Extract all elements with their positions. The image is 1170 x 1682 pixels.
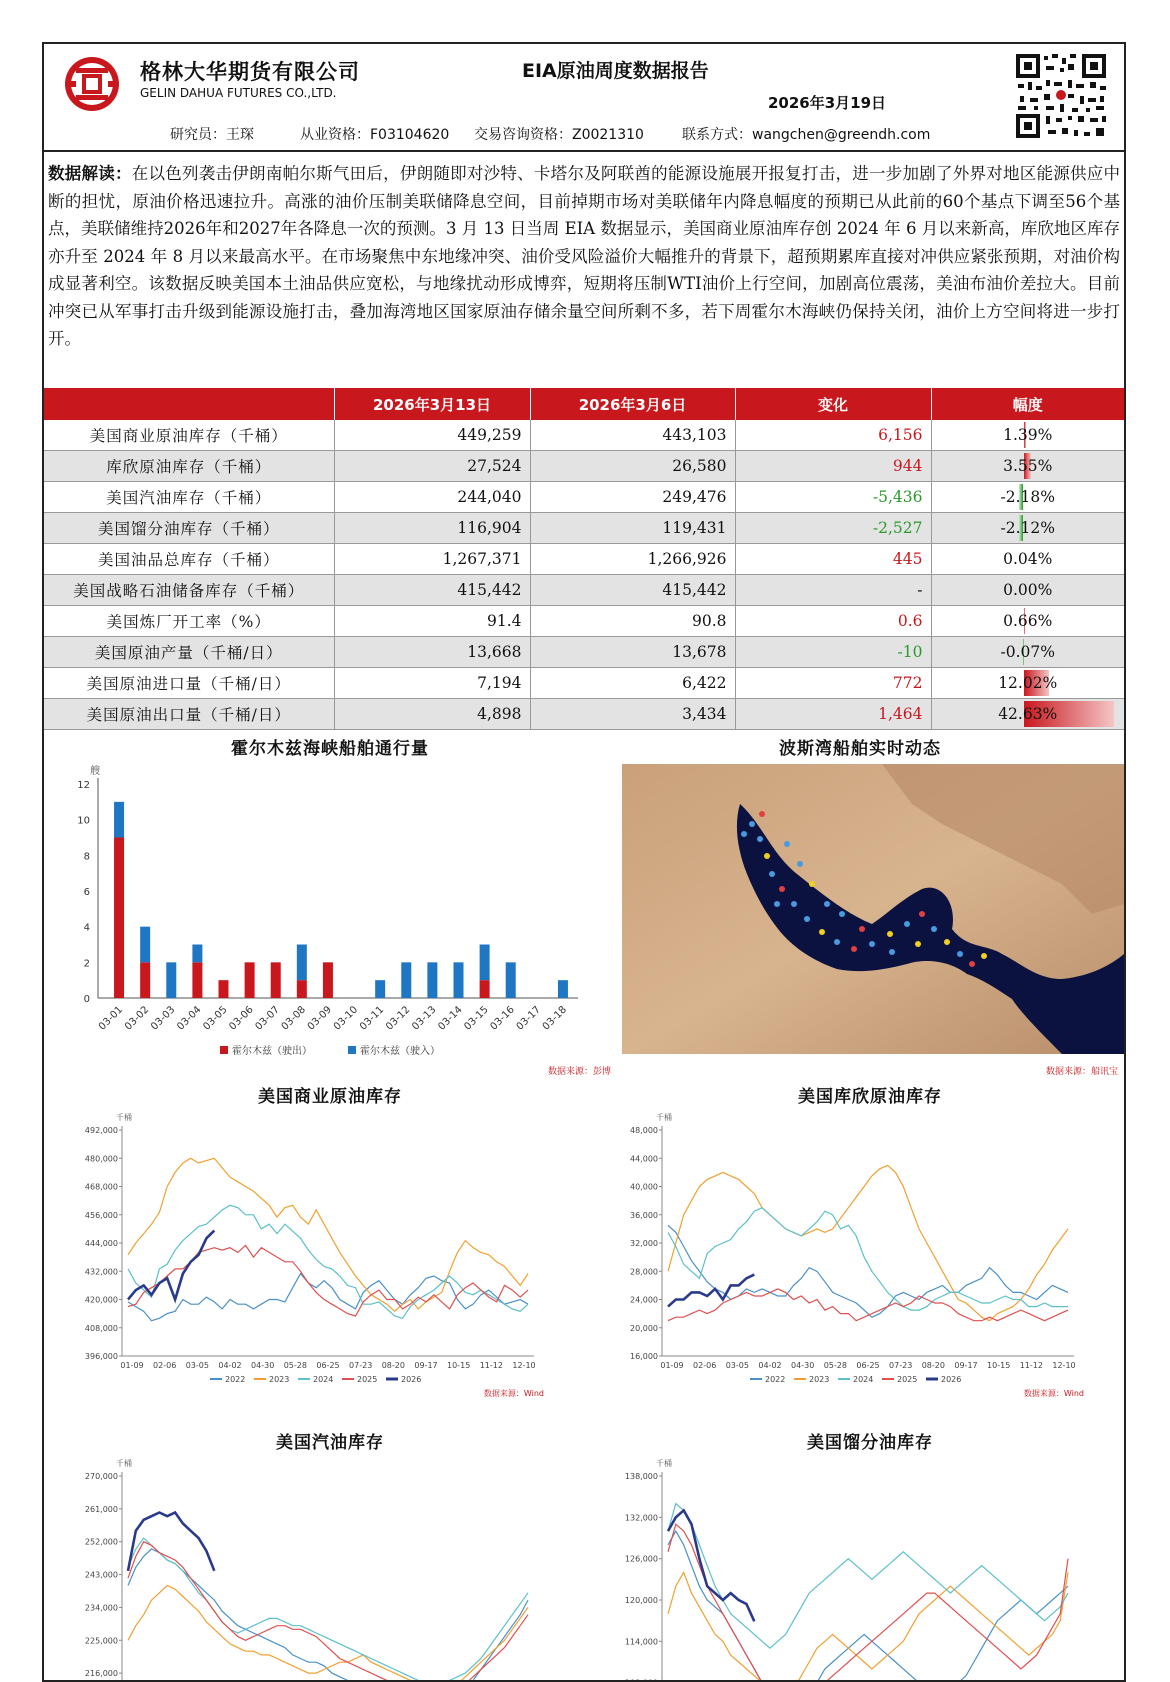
legend-2025: 2025 bbox=[357, 1375, 377, 1384]
y-tick-label: 492,000 bbox=[85, 1126, 118, 1135]
y-tick-label: 0 bbox=[84, 994, 90, 1005]
change-value: 772 bbox=[735, 668, 931, 699]
y-tick-label: 138,000 bbox=[625, 1472, 658, 1481]
x-tick-label: 11-12 bbox=[480, 1361, 503, 1370]
row-label: 美国汽油库存（千桶） bbox=[44, 482, 334, 513]
chart-source: 数据来源：Wind bbox=[484, 1388, 544, 1398]
bar-inbound bbox=[454, 962, 464, 998]
row-label: 美国馏分油库存（千桶） bbox=[44, 513, 334, 544]
percent-text: -2.12% bbox=[1001, 519, 1055, 537]
bar-inbound bbox=[401, 962, 411, 998]
contact-email[interactable]: 联系方式：wangchen@greendh.com bbox=[682, 124, 930, 144]
gasoline-inventory-line-chart bbox=[60, 1454, 560, 1680]
x-tick-label: 03-01 bbox=[97, 1004, 125, 1032]
change-value: 6,156 bbox=[735, 420, 931, 451]
current-value: 13,668 bbox=[334, 637, 530, 668]
percent-text: 0.00% bbox=[1003, 581, 1052, 599]
current-value: 1,267,371 bbox=[334, 544, 530, 575]
x-tick-label: 12-10 bbox=[1052, 1361, 1075, 1370]
legend-2025: 2025 bbox=[897, 1375, 917, 1384]
y-tick-label: 12 bbox=[77, 780, 90, 791]
x-tick-label: 03-13 bbox=[410, 1004, 438, 1032]
x-tick-label: 07-23 bbox=[889, 1361, 912, 1370]
bar-inbound bbox=[375, 980, 385, 998]
y-tick-label: 243,000 bbox=[85, 1571, 118, 1580]
x-tick-label: 03-18 bbox=[541, 1004, 569, 1032]
bar-outbound bbox=[323, 962, 333, 998]
table-row bbox=[44, 513, 1124, 544]
legend-2022: 2022 bbox=[225, 1375, 245, 1384]
y-tick-label: 10 bbox=[77, 816, 90, 827]
percent-text: -0.07% bbox=[1001, 643, 1055, 661]
change-value: 944 bbox=[735, 451, 931, 482]
change-value: 445 bbox=[735, 544, 931, 575]
hormuz-chart-title: 霍尔木兹海峡船舶通行量 bbox=[150, 734, 510, 759]
percent-text: 0.04% bbox=[1003, 550, 1052, 568]
x-tick-label: 01-09 bbox=[120, 1361, 143, 1370]
legend-2023: 2023 bbox=[269, 1375, 289, 1384]
series-line-2026 bbox=[668, 1510, 754, 1621]
x-tick-label: 07-23 bbox=[349, 1361, 372, 1370]
x-tick-label: 03-10 bbox=[332, 1004, 360, 1032]
y-axis-unit: 千桶 bbox=[656, 1112, 672, 1122]
bar-inbound bbox=[506, 962, 516, 998]
x-tick-label: 04-30 bbox=[251, 1361, 274, 1370]
table-header-previous: 2026年3月6日 bbox=[530, 388, 735, 420]
y-axis-unit: 艘 bbox=[90, 764, 100, 777]
series-line-2025 bbox=[128, 1245, 528, 1316]
x-tick-label: 04-02 bbox=[758, 1361, 781, 1370]
series-line-2024 bbox=[668, 1208, 1068, 1310]
y-tick-label: 444,000 bbox=[85, 1239, 118, 1248]
y-tick-label: 252,000 bbox=[85, 1538, 118, 1547]
row-label: 美国原油产量（千桶/日） bbox=[44, 637, 334, 668]
row-label: 美国原油出口量（千桶/日） bbox=[44, 699, 334, 730]
y-tick-label: 120,000 bbox=[625, 1596, 658, 1605]
report-header bbox=[44, 44, 1124, 150]
x-tick-label: 03-06 bbox=[227, 1004, 255, 1032]
y-tick-label: 234,000 bbox=[85, 1603, 118, 1612]
percent-cell bbox=[931, 544, 1124, 575]
table-row bbox=[44, 637, 1124, 668]
hormuz-source: 数据来源：彭博 bbox=[548, 1064, 611, 1077]
previous-value: 119,431 bbox=[530, 513, 735, 544]
persian-gulf-ship-map bbox=[622, 764, 1124, 1054]
previous-value: 1,266,926 bbox=[530, 544, 735, 575]
x-tick-label: 03-05 bbox=[726, 1361, 749, 1370]
bar-inbound bbox=[166, 962, 176, 998]
current-value: 4,898 bbox=[334, 699, 530, 730]
row-label: 库欣原油库存（千桶） bbox=[44, 451, 334, 482]
y-tick-label: 114,000 bbox=[625, 1637, 658, 1646]
y-tick-label: 132,000 bbox=[625, 1513, 658, 1522]
row-label: 美国原油进口量（千桶/日） bbox=[44, 668, 334, 699]
header-divider bbox=[44, 150, 1124, 152]
x-tick-label: 03-07 bbox=[254, 1004, 282, 1032]
chart-source: 数据来源：Wind bbox=[1024, 1388, 1084, 1398]
x-tick-label: 11-12 bbox=[1020, 1361, 1043, 1370]
change-value: -2,527 bbox=[735, 513, 931, 544]
y-tick-label: 2 bbox=[84, 958, 90, 969]
crude-chart-title: 美国商业原油库存 bbox=[150, 1082, 510, 1107]
legend-inbound: 霍尔木兹（驶入） bbox=[360, 1044, 440, 1057]
bar-inbound bbox=[114, 802, 124, 838]
series-line-2022 bbox=[668, 1225, 1068, 1317]
change-value: -5,436 bbox=[735, 482, 931, 513]
series-line-2025 bbox=[668, 1524, 1068, 1680]
y-tick-label: 396,000 bbox=[85, 1352, 118, 1361]
x-tick-label: 03-16 bbox=[489, 1004, 517, 1032]
x-tick-label: 03-09 bbox=[306, 1004, 334, 1032]
legend-2024: 2024 bbox=[313, 1375, 333, 1384]
x-tick-label: 06-25 bbox=[316, 1361, 339, 1370]
previous-value: 3,434 bbox=[530, 699, 735, 730]
y-tick-label: 456,000 bbox=[85, 1211, 118, 1220]
x-tick-label: 05-28 bbox=[284, 1361, 307, 1370]
previous-value: 443,103 bbox=[530, 420, 735, 451]
y-tick-label: 32,000 bbox=[630, 1239, 658, 1248]
interpretation-label: 数据解读： bbox=[48, 164, 132, 183]
report-title: EIA原油周度数据报告 bbox=[522, 56, 709, 83]
series-line-2023 bbox=[128, 1586, 528, 1681]
bar-outbound bbox=[297, 980, 307, 998]
x-tick-label: 08-20 bbox=[922, 1361, 945, 1370]
x-tick-label: 03-02 bbox=[123, 1004, 151, 1032]
change-value: - bbox=[735, 575, 931, 606]
series-line-2023 bbox=[128, 1158, 528, 1311]
y-axis-unit: 千桶 bbox=[116, 1458, 132, 1468]
data-interpretation bbox=[48, 160, 1120, 353]
bar-inbound bbox=[140, 927, 150, 963]
current-value: 244,040 bbox=[334, 482, 530, 513]
percent-cell bbox=[931, 575, 1124, 606]
table-row bbox=[44, 451, 1124, 482]
x-tick-label: 03-04 bbox=[175, 1004, 203, 1032]
series-line-2026 bbox=[668, 1275, 754, 1307]
percent-text: 1.39% bbox=[1003, 426, 1052, 444]
interpretation-text: 在以色列袭击伊朗南帕尔斯气田后，伊朗随即对沙特、卡塔尔及阿联酋的能源设施展开报复打击，进一步加剧了外界对地区能源供应中断的担忧，原油价格迅速拉升。高涨的油价压制美联储降息空间，目前掉期市场对美联储年内降息幅度的预期已从此前的60个基点下调至56个基点，美联储维持2026年和2027年各降息一次的预测。3 月 13 日当周 EIA 数据显示，美国商业原油库存创 2024 年 6 月以来新高，库欣地区库存亦升至 2024 年 8 月以来最高水平。在市场聚焦中东地缘冲突、油价受风险溢价大幅推升的背景下，超预期累库直接对冲供应紧张预期，对油价构成显著利空。该数据反映美国本土油品供应宽松，与地缘扰动形成博弈，短期将压制WTI油价上行空间，加剧高位震荡，美油布油价差拉大。目前冲突已从军事打击升级到能源设施打击，叠加海湾地区国家原油存储余量空间所剩不多，若下周霍尔木海峡仍保持关闭，油价上方空间将进一步打开。 bbox=[48, 164, 1120, 348]
change-value: 1,464 bbox=[735, 699, 931, 730]
previous-value: 13,678 bbox=[530, 637, 735, 668]
current-value: 415,442 bbox=[334, 575, 530, 606]
table-row bbox=[44, 606, 1124, 637]
table-row bbox=[44, 482, 1124, 513]
cushing-inventory-line-chart bbox=[600, 1108, 1100, 1400]
legend-2026: 2026 bbox=[401, 1375, 421, 1384]
company-name-en: GELIN DAHUA FUTURES CO.,LTD. bbox=[140, 86, 337, 100]
hormuz-bar-chart bbox=[60, 764, 610, 1060]
percent-cell bbox=[931, 668, 1124, 699]
y-tick-label: 8 bbox=[84, 851, 90, 862]
y-tick-label: 36,000 bbox=[630, 1211, 658, 1220]
current-value: 449,259 bbox=[334, 420, 530, 451]
table-header-current: 2026年3月13日 bbox=[334, 388, 530, 420]
table-row bbox=[44, 544, 1124, 575]
current-value: 116,904 bbox=[334, 513, 530, 544]
change-value: -10 bbox=[735, 637, 931, 668]
distillate-chart-title: 美国馏分油库存 bbox=[690, 1428, 1050, 1453]
distillate-inventory-line-chart bbox=[600, 1454, 1100, 1680]
y-tick-label: 261,000 bbox=[85, 1505, 118, 1514]
y-tick-label: 40,000 bbox=[630, 1183, 658, 1192]
x-tick-label: 03-14 bbox=[436, 1004, 464, 1032]
current-value: 7,194 bbox=[334, 668, 530, 699]
percent-text: 42.63% bbox=[998, 705, 1057, 723]
legend-2024: 2024 bbox=[853, 1375, 873, 1384]
table-row bbox=[44, 575, 1124, 606]
change-value: 0.6 bbox=[735, 606, 931, 637]
company-logo-icon bbox=[62, 54, 122, 114]
y-axis-unit: 千桶 bbox=[656, 1458, 672, 1468]
percent-cell bbox=[931, 420, 1124, 451]
x-tick-label: 03-05 bbox=[201, 1004, 229, 1032]
x-tick-label: 02-06 bbox=[153, 1361, 176, 1370]
percent-cell bbox=[931, 451, 1124, 482]
percent-cell bbox=[931, 513, 1124, 544]
x-tick-label: 02-06 bbox=[693, 1361, 716, 1370]
x-tick-label: 06-25 bbox=[856, 1361, 879, 1370]
x-tick-label: 04-30 bbox=[791, 1361, 814, 1370]
researcher: 研究员：王琛 bbox=[170, 124, 254, 144]
y-tick-label: 270,000 bbox=[85, 1472, 118, 1481]
legend-swatch-outbound bbox=[220, 1046, 228, 1054]
license-number: 从业资格：F03104620 bbox=[300, 124, 449, 144]
table-header-change: 变化 bbox=[735, 388, 931, 420]
y-tick-label: 24,000 bbox=[630, 1296, 658, 1305]
y-tick-label: 420,000 bbox=[85, 1296, 118, 1305]
y-tick-label: 480,000 bbox=[85, 1154, 118, 1163]
gasoline-chart-title: 美国汽油库存 bbox=[150, 1428, 510, 1453]
series-line-2022 bbox=[128, 1549, 528, 1680]
x-tick-label: 08-20 bbox=[382, 1361, 405, 1370]
eia-data-table bbox=[44, 388, 1124, 730]
bar-inbound bbox=[558, 980, 568, 998]
y-tick-label: 408,000 bbox=[85, 1324, 118, 1333]
company-name-cn: 格林大华期货有限公司 bbox=[140, 56, 360, 86]
previous-value: 90.8 bbox=[530, 606, 735, 637]
previous-value: 249,476 bbox=[530, 482, 735, 513]
bar-outbound bbox=[192, 962, 202, 998]
y-tick-label: 44,000 bbox=[630, 1154, 658, 1163]
x-tick-label: 03-15 bbox=[462, 1004, 490, 1032]
percent-text: 0.66% bbox=[1003, 612, 1052, 630]
y-axis-unit: 千桶 bbox=[116, 1112, 132, 1122]
x-tick-label: 04-02 bbox=[218, 1361, 241, 1370]
series-line-2026 bbox=[128, 1231, 214, 1300]
table-row bbox=[44, 699, 1124, 730]
previous-value: 26,580 bbox=[530, 451, 735, 482]
previous-value: 415,442 bbox=[530, 575, 735, 606]
row-label: 美国战略石油储备库存（千桶） bbox=[44, 575, 334, 606]
row-label: 美国商业原油库存（千桶） bbox=[44, 420, 334, 451]
table-row bbox=[44, 668, 1124, 699]
previous-value: 6,422 bbox=[530, 668, 735, 699]
legend-2023: 2023 bbox=[809, 1375, 829, 1384]
bar-outbound bbox=[480, 980, 490, 998]
y-tick-label: 468,000 bbox=[85, 1183, 118, 1192]
x-tick-label: 03-03 bbox=[149, 1004, 177, 1032]
legend-swatch-inbound bbox=[348, 1046, 356, 1054]
bar-outbound bbox=[140, 962, 150, 998]
y-tick-label: 48,000 bbox=[630, 1126, 658, 1135]
percent-cell bbox=[931, 606, 1124, 637]
x-tick-label: 01-09 bbox=[660, 1361, 683, 1370]
series-line-2025 bbox=[668, 1289, 1068, 1321]
bar-inbound bbox=[480, 945, 490, 981]
qr-code-icon bbox=[1014, 52, 1108, 140]
y-tick-label: 28,000 bbox=[630, 1267, 658, 1276]
series-line-2025 bbox=[128, 1542, 528, 1680]
x-tick-label: 03-08 bbox=[280, 1004, 308, 1032]
series-line-2022 bbox=[128, 1274, 528, 1321]
table-row bbox=[44, 420, 1124, 451]
table-header-row bbox=[44, 388, 1124, 420]
bar-inbound bbox=[192, 945, 202, 963]
bar-inbound bbox=[427, 962, 437, 998]
table-header-label bbox=[44, 388, 334, 420]
series-line-2024 bbox=[128, 1538, 528, 1680]
current-value: 27,524 bbox=[334, 451, 530, 482]
x-tick-label: 10-15 bbox=[447, 1361, 470, 1370]
x-tick-label: 03-17 bbox=[515, 1004, 543, 1032]
percent-cell bbox=[931, 637, 1124, 668]
y-tick-label: 20,000 bbox=[630, 1324, 658, 1333]
advisory-license: 交易咨询资格：Z0021310 bbox=[474, 124, 644, 144]
table-header-percent: 幅度 bbox=[931, 388, 1124, 420]
y-tick-label: 225,000 bbox=[85, 1636, 118, 1645]
cushing-chart-title: 美国库欣原油库存 bbox=[690, 1082, 1050, 1107]
row-label: 美国炼厂开工率（%） bbox=[44, 606, 334, 637]
y-tick-label: 126,000 bbox=[625, 1555, 658, 1564]
bar-inbound bbox=[297, 945, 307, 981]
x-tick-label: 03-11 bbox=[358, 1004, 386, 1032]
percent-text: -2.18% bbox=[1001, 488, 1055, 506]
x-tick-label: 12-10 bbox=[512, 1361, 535, 1370]
percent-cell bbox=[931, 482, 1124, 513]
map-title: 波斯湾船舶实时动态 bbox=[680, 734, 1040, 759]
legend-2022: 2022 bbox=[765, 1375, 785, 1384]
legend-outbound: 霍尔木兹（驶出） bbox=[232, 1044, 312, 1057]
crude-inventory-line-chart bbox=[60, 1108, 560, 1400]
x-tick-label: 10-15 bbox=[987, 1361, 1010, 1370]
y-tick-label: 432,000 bbox=[85, 1267, 118, 1276]
bar-outbound bbox=[245, 962, 255, 998]
y-tick-label: 216,000 bbox=[85, 1669, 118, 1678]
bar-outbound bbox=[219, 980, 229, 998]
y-tick-label: 4 bbox=[84, 923, 90, 934]
bar-outbound bbox=[114, 838, 124, 999]
legend-2026: 2026 bbox=[941, 1375, 961, 1384]
report-date: 2026年3月19日 bbox=[768, 92, 886, 113]
x-tick-label: 05-28 bbox=[824, 1361, 847, 1370]
x-tick-label: 03-12 bbox=[384, 1004, 412, 1032]
x-tick-label: 03-05 bbox=[186, 1361, 209, 1370]
map-source: 数据来源：船讯宝 bbox=[1046, 1064, 1118, 1077]
y-tick-label: 6 bbox=[84, 887, 90, 898]
bar-outbound bbox=[271, 962, 281, 998]
percent-cell bbox=[931, 699, 1124, 730]
x-tick-label: 09-17 bbox=[414, 1361, 437, 1370]
row-label: 美国油品总库存（千桶） bbox=[44, 544, 334, 575]
x-tick-label: 09-17 bbox=[954, 1361, 977, 1370]
series-line-2024 bbox=[668, 1504, 1068, 1649]
percent-text: 3.55% bbox=[1003, 457, 1052, 475]
y-tick-label: 16,000 bbox=[630, 1352, 658, 1361]
current-value: 91.4 bbox=[334, 606, 530, 637]
percent-text: 12.02% bbox=[998, 674, 1057, 692]
